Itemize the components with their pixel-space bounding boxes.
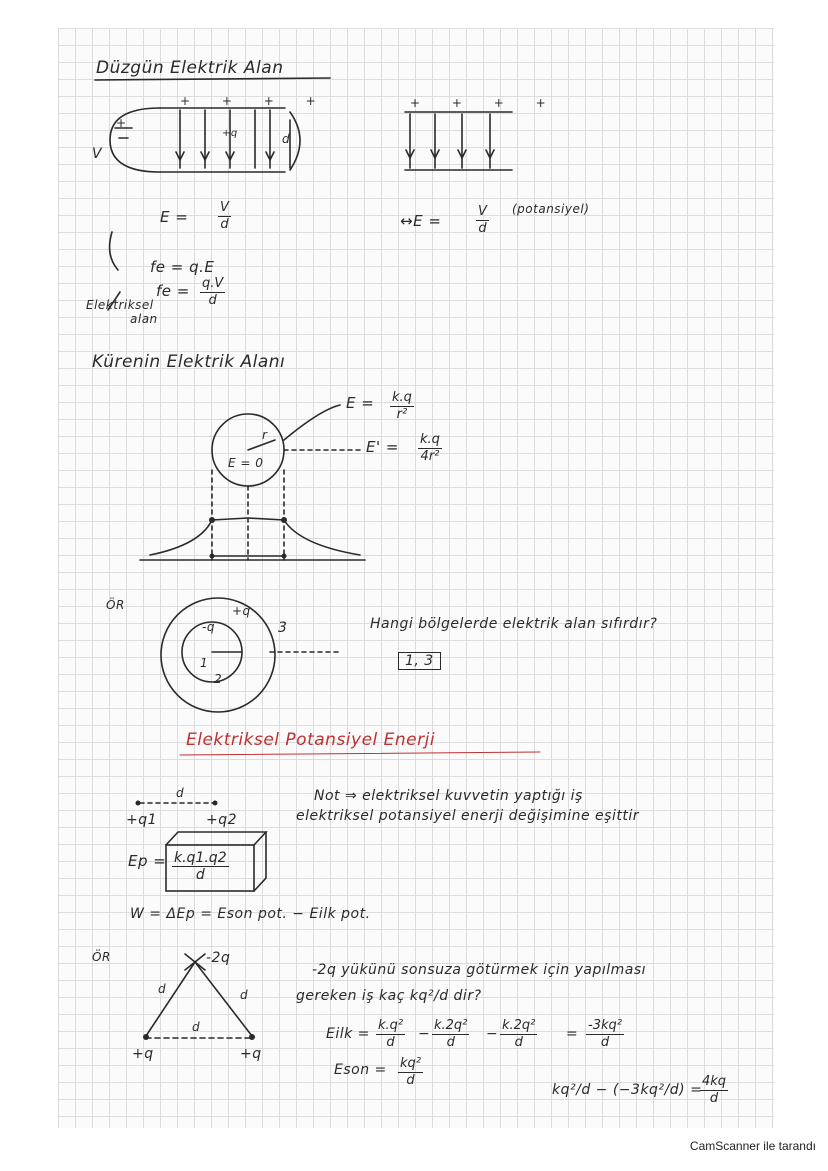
charge-q2: +q2: [206, 812, 238, 828]
eson-label: Eson =: [334, 1062, 387, 1078]
rule-left-fraction: [218, 200, 231, 233]
fe-fraction: [200, 276, 225, 309]
outer-charge: +q: [232, 604, 251, 618]
rule-right-num: V: [478, 204, 487, 219]
eilk-term-2-num: k.2q²: [434, 1018, 468, 1033]
example-tag-1: ÖR: [106, 598, 125, 612]
right-plate-charges: + + + +: [410, 96, 560, 110]
fe-num: q.V: [202, 276, 224, 291]
rule-right-den: d: [478, 221, 487, 236]
left-charge: +q: [132, 1046, 154, 1062]
heading-potential-energy: Elektriksel Potansiyel Enerji: [186, 730, 436, 750]
equals-sign-1: =: [566, 1026, 579, 1042]
distance-label: d: [282, 132, 291, 146]
minus-sign-2: −: [486, 1026, 499, 1042]
work-equation: W = ΔEp = Eson pot. − Eilk pot.: [130, 906, 371, 922]
triangle-side-left: d: [158, 982, 167, 996]
eilk-term-3-num: k.2q²: [502, 1018, 536, 1033]
eson-den: d: [406, 1073, 415, 1088]
eilk-label: Eilk =: [326, 1026, 370, 1042]
eilk-result-den: d: [600, 1035, 610, 1050]
field-label-1: Elektriksel: [86, 298, 154, 312]
eilk-term-1-num: k.q²: [378, 1018, 404, 1033]
final-num: 4kq: [702, 1074, 727, 1089]
region-3: 3: [278, 620, 288, 636]
minus-sign-1: −: [418, 1026, 431, 1042]
example-2-question-line-1: -2q yükünü sonsuza götürmek için yapılması: [312, 962, 647, 978]
example-2-question-line-2: gereken iş kaç kq²/d dir?: [296, 988, 482, 1004]
ep-num: k.q1.q2: [174, 850, 227, 866]
eilk-result: [586, 1018, 624, 1051]
e-out-den: r²: [396, 407, 408, 422]
eilk-term-2: [432, 1018, 469, 1051]
voltage-label: V: [92, 146, 103, 162]
eilk-term-3-den: d: [514, 1035, 523, 1050]
region-2: 2: [214, 672, 223, 686]
e-prime-num: k.q: [420, 432, 440, 447]
region-1: 1: [200, 656, 209, 670]
heading-uniform-field: Düzgün Elektrik Alan: [96, 58, 284, 78]
e-out-eq: E =: [346, 394, 375, 412]
eilk-term-2-den: d: [446, 1035, 455, 1050]
e-out-num: k.q: [392, 390, 412, 405]
rule-right-eq: ↔E =: [400, 212, 442, 230]
eilk-term-1-den: d: [386, 1035, 395, 1050]
fe-line-2: fe =: [156, 282, 190, 300]
ep-fraction: [172, 850, 229, 883]
charge-q1: +q1: [126, 812, 158, 828]
final-den: d: [709, 1091, 719, 1106]
rule-left-den: d: [220, 217, 229, 232]
eilk-result-num: -3kq²: [588, 1018, 622, 1033]
note-line-1: Not ⇒ elektriksel kuvvetin yaptığı iş: [314, 788, 583, 804]
example-tag-2: ÖR: [92, 950, 111, 964]
rule-left-num: V: [220, 200, 229, 215]
final-fraction: [700, 1074, 728, 1107]
rule-right-fraction: [476, 204, 489, 237]
note-line-2: elektriksel potansiyel enerji değişimine eşittir: [296, 808, 639, 824]
e-prime-den: 4r²: [420, 449, 440, 464]
example-1-question: Hangi bölgelerde elektrik alan sıfırdır?: [370, 616, 658, 632]
top-charge: -2q: [206, 950, 231, 966]
triangle-side-right: d: [240, 988, 249, 1002]
eson-fraction: [398, 1056, 423, 1089]
heading-sphere-field: Kürenin Elektrik Alanı: [92, 352, 286, 372]
ep-den: d: [195, 867, 205, 883]
eilk-term-1: [376, 1018, 405, 1051]
field-label-2: alan: [130, 312, 158, 326]
example-1-answer: 1, 3: [398, 652, 441, 670]
e-prime-eq: E' =: [366, 438, 399, 456]
triangle-side-bottom: d: [192, 1020, 201, 1034]
rule-right-note: (potansiyel): [512, 202, 590, 216]
e-prime-fraction: [418, 432, 442, 465]
scanner-watermark: CamScanner ile tarandı: [689, 1139, 816, 1153]
radius-label: r: [262, 428, 268, 442]
ep-label: Ep =: [128, 852, 167, 870]
rule-left-eq: E =: [160, 208, 189, 226]
inner-charge: -q: [202, 620, 215, 634]
inside-field-label: E = 0: [228, 456, 264, 470]
fe-den: d: [208, 293, 217, 308]
fe-line-1: fe = q.E: [150, 258, 215, 276]
left-plate-charges: + + + +: [180, 94, 330, 108]
e-out-fraction: [390, 390, 414, 423]
test-charge-note: +q: [222, 128, 238, 139]
right-charge: +q: [240, 1046, 262, 1062]
battery-plus: +: [116, 116, 127, 130]
eson-num: kq²: [400, 1056, 421, 1071]
final-expression: kq²/d − (−3kq²/d) =: [552, 1082, 703, 1098]
charge-distance: d: [176, 786, 185, 800]
eilk-term-3: [500, 1018, 537, 1051]
